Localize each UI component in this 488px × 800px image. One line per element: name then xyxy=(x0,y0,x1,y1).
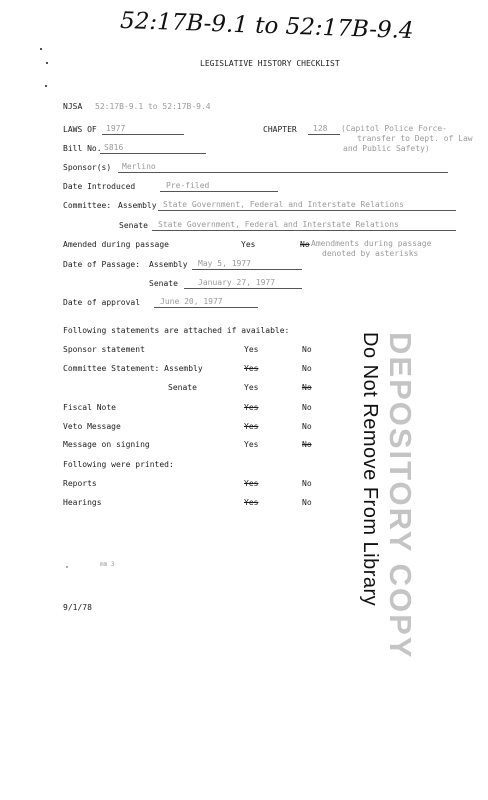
statement-label: Message on signing xyxy=(63,440,150,449)
statement-label: Sponsor statement xyxy=(63,345,145,354)
njsa-value: 52:17B-9.1 to 52:17B-9.4 xyxy=(95,102,211,111)
margin-mark xyxy=(66,566,68,568)
bill-number-label: Bill No. xyxy=(63,144,102,153)
statement-no: No xyxy=(302,345,312,354)
passage-assembly-line xyxy=(192,269,302,270)
passage-senate-value: January 27, 1977 xyxy=(198,278,276,287)
statement-yes: Yes xyxy=(244,364,259,373)
statement-label: Fiscal Note xyxy=(63,403,116,412)
statement-label: Senate xyxy=(168,383,197,392)
bill-number-line xyxy=(100,153,206,154)
statement-yes: Yes xyxy=(244,403,259,412)
approval-label: Date of approval xyxy=(63,298,141,307)
committee-senate-value: State Government, Federal and Interstate Relations xyxy=(158,220,399,229)
chapter-note: transfer to Dept. of Law xyxy=(357,134,473,143)
laws-of-label: LAWS OF xyxy=(63,125,97,134)
statement-yes: Yes xyxy=(244,422,259,431)
statement-yes: Yes xyxy=(244,440,259,449)
chapter-line xyxy=(308,134,340,135)
statement-no: No xyxy=(302,422,312,431)
committee-assembly-label: Assembly xyxy=(118,201,157,210)
margin-mark xyxy=(45,85,47,87)
footer-date: 9/1/78 xyxy=(63,603,92,612)
statement-no: No xyxy=(302,364,312,373)
date-introduced-label: Date Introduced xyxy=(63,182,136,191)
printed-yes: Yes xyxy=(244,479,259,488)
statement-label: Veto Message xyxy=(63,422,121,431)
statement-no: No xyxy=(302,383,312,392)
printed-no: No xyxy=(302,479,312,488)
date-introduced-value: Pre-filed xyxy=(166,181,210,190)
laws-of-line xyxy=(102,134,184,135)
chapter-value: 128 xyxy=(313,124,328,133)
chapter-label: CHAPTER xyxy=(263,125,297,134)
approval-value: June 20, 1977 xyxy=(160,297,223,306)
sponsor-line xyxy=(118,172,448,173)
amended-note: Amendments during passage xyxy=(311,239,432,248)
typist-initials: mm 3 xyxy=(100,561,115,568)
statement-no: No xyxy=(302,403,312,412)
printed-yes: Yes xyxy=(244,498,259,507)
margin-mark xyxy=(40,48,42,50)
laws-of-value: 1977 xyxy=(106,124,126,133)
margin-mark xyxy=(46,62,48,64)
amended-no: No xyxy=(300,240,310,249)
njsa-label: NJSA xyxy=(63,102,83,111)
statement-yes: Yes xyxy=(244,345,259,354)
sponsor-value: Merlino xyxy=(122,162,156,171)
sponsor-label: Sponsor(s) xyxy=(63,163,112,172)
printed-label: Reports xyxy=(63,479,97,488)
committee-senate-line xyxy=(152,230,456,231)
statements-heading: Following statements are attached if available: xyxy=(63,326,290,335)
amended-yes: Yes xyxy=(241,240,256,249)
printed-heading: Following were printed: xyxy=(63,460,174,469)
document-title: LEGISLATIVE HISTORY CHECKLIST xyxy=(200,59,340,68)
statement-label: Committee Statement: Assembly xyxy=(63,364,203,373)
amended-note: denoted by asterisks xyxy=(322,249,419,258)
committee-assembly-line xyxy=(158,210,456,211)
approval-line xyxy=(154,307,258,308)
statement-no: No xyxy=(302,440,312,449)
passage-label: Date of Passage: xyxy=(63,260,141,269)
passage-assembly-value: May 5, 1977 xyxy=(198,259,251,268)
handwritten-citation: 52:17B-9.1 to 52:17B-9.4 xyxy=(119,7,415,45)
amended-label: Amended during passage xyxy=(63,240,169,249)
printed-label: Hearings xyxy=(63,498,102,507)
passage-senate-label: Senate xyxy=(149,279,178,288)
chapter-note: (Capitol Police Force- xyxy=(341,124,447,133)
chapter-note: and Public Safety) xyxy=(343,144,430,153)
passage-senate-line xyxy=(184,288,302,289)
bill-number-value: S816 xyxy=(104,143,124,152)
committee-assembly-value: State Government, Federal and Interstate Relations xyxy=(163,200,404,209)
depository-stamp-notice: Do Not Remove From Library xyxy=(359,332,381,607)
statement-yes: Yes xyxy=(244,383,259,392)
depository-stamp-ghost: DEPOSITORY COPY xyxy=(383,332,418,660)
date-introduced-line xyxy=(160,191,278,192)
passage-assembly-label: Assembly xyxy=(149,260,188,269)
committee-label: Committee: xyxy=(63,201,112,210)
committee-senate-label: Senate xyxy=(119,221,148,230)
printed-no: No xyxy=(302,498,312,507)
